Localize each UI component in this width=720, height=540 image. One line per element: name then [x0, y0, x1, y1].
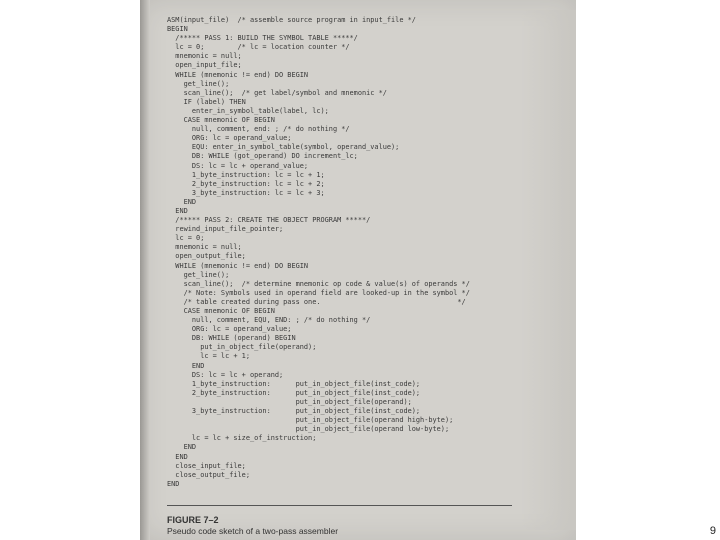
- code-line: put_in_object_file(operand high-byte);: [167, 416, 454, 425]
- page-gutter-shadow: [140, 0, 150, 540]
- code-line: /***** PASS 1: BUILD THE SYMBOL TABLE *****/: [167, 34, 358, 43]
- page-number: 9: [709, 525, 716, 537]
- code-line: get_line();: [167, 270, 230, 279]
- code-line: EQU: enter_in_symbol_table(symbol, operand_value);: [167, 143, 400, 152]
- figure-caption: Pseudo code sketch of a two-pass assembler: [167, 526, 339, 536]
- code-line: ORG: lc = operand_value;: [167, 134, 292, 143]
- code-line: ASM(input_file) /* assemble source program in input_file */: [167, 16, 416, 24]
- code-line: mnemonic = null;: [167, 52, 242, 61]
- code-line: CASE mnemonic OF BEGIN: [167, 307, 275, 315]
- code-line: null, comment, EQU, END: ; /* do nothing */: [167, 316, 371, 325]
- code-line: close_input_file;: [167, 461, 246, 470]
- pseudo-code-listing: [167, 16, 512, 489]
- code-line: ORG: lc = operand_value;: [167, 325, 292, 334]
- code-line: put_in_object_file(operand low-byte);: [167, 425, 450, 434]
- code-line: 3_byte_instruction: lc = lc + 3;: [167, 188, 325, 197]
- code-line: 2_byte_instruction: lc = lc + 2;: [167, 179, 325, 188]
- code-line: rewind_input_file_pointer;: [167, 225, 284, 234]
- code-line: IF (label) THEN: [167, 97, 246, 106]
- code-line: DB: WHILE (got_operand) DO increment_lc;: [167, 152, 358, 161]
- code-line: scan_line(); /* determine mnemonic op code & value(s) of operands */: [167, 279, 470, 288]
- code-line: /* table created during pass one. */: [167, 297, 466, 306]
- code-line: 1_byte_instruction: put_in_object_file(inst_code);: [167, 379, 421, 388]
- code-line: END: [167, 206, 188, 215]
- code-line: DS: lc = lc + operand_value;: [167, 161, 309, 170]
- code-line: put_in_object_file(operand);: [167, 397, 412, 406]
- code-line: open_input_file;: [167, 61, 242, 70]
- code-line: BEGIN: [167, 25, 188, 34]
- code-line: close_output_file;: [167, 470, 250, 479]
- code-line: 3_byte_instruction: put_in_object_file(inst_code);: [167, 407, 421, 416]
- code-line: lc = lc + size_of_instruction;: [167, 434, 317, 443]
- code-line: WHILE (mnemonic != end) DO BEGIN: [167, 70, 309, 79]
- code-line: 1_byte_instruction: lc = lc + 1;: [167, 170, 325, 179]
- code-line: null, comment, end: ; /* do nothing */: [167, 125, 350, 134]
- figure-label: FIGURE 7–2: [167, 515, 219, 525]
- code-line: open_output_file;: [167, 252, 246, 261]
- code-line: enter_in_symbol_table(label, lc);: [167, 106, 329, 115]
- code-line: get_line();: [167, 79, 230, 88]
- code-line: DB: WHILE (operand) BEGIN: [167, 334, 296, 343]
- code-line: DS: lc = lc + operand;: [167, 370, 284, 379]
- code-line: END: [167, 361, 205, 370]
- code-line: WHILE (mnemonic != end) DO BEGIN: [167, 261, 309, 270]
- code-line: END: [167, 197, 197, 206]
- code-line: /***** PASS 2: CREATE THE OBJECT PROGRAM *****/: [167, 216, 371, 225]
- code-line: scan_line(); /* get label/symbol and mnemonic */: [167, 88, 387, 97]
- page-edge-shading: [520, 10, 576, 530]
- code-line: mnemonic = null;: [167, 243, 242, 252]
- code-line: /* Note: Symbols used in operand field are looked-up in the symbol */: [167, 288, 470, 297]
- code-line: CASE mnemonic OF BEGIN: [167, 116, 275, 125]
- code-line: END: [167, 443, 197, 452]
- code-line: END: [167, 452, 188, 461]
- code-line: 2_byte_instruction: put_in_object_file(inst_code);: [167, 388, 421, 397]
- figure-divider: [167, 505, 512, 506]
- code-line: lc = 0;: [167, 234, 205, 243]
- code-line: lc = lc + 1;: [167, 352, 250, 361]
- code-line: lc = 0; /* lc = location counter */: [167, 43, 350, 52]
- code-line: END: [167, 479, 180, 488]
- code-line: put_in_object_file(operand);: [167, 343, 317, 352]
